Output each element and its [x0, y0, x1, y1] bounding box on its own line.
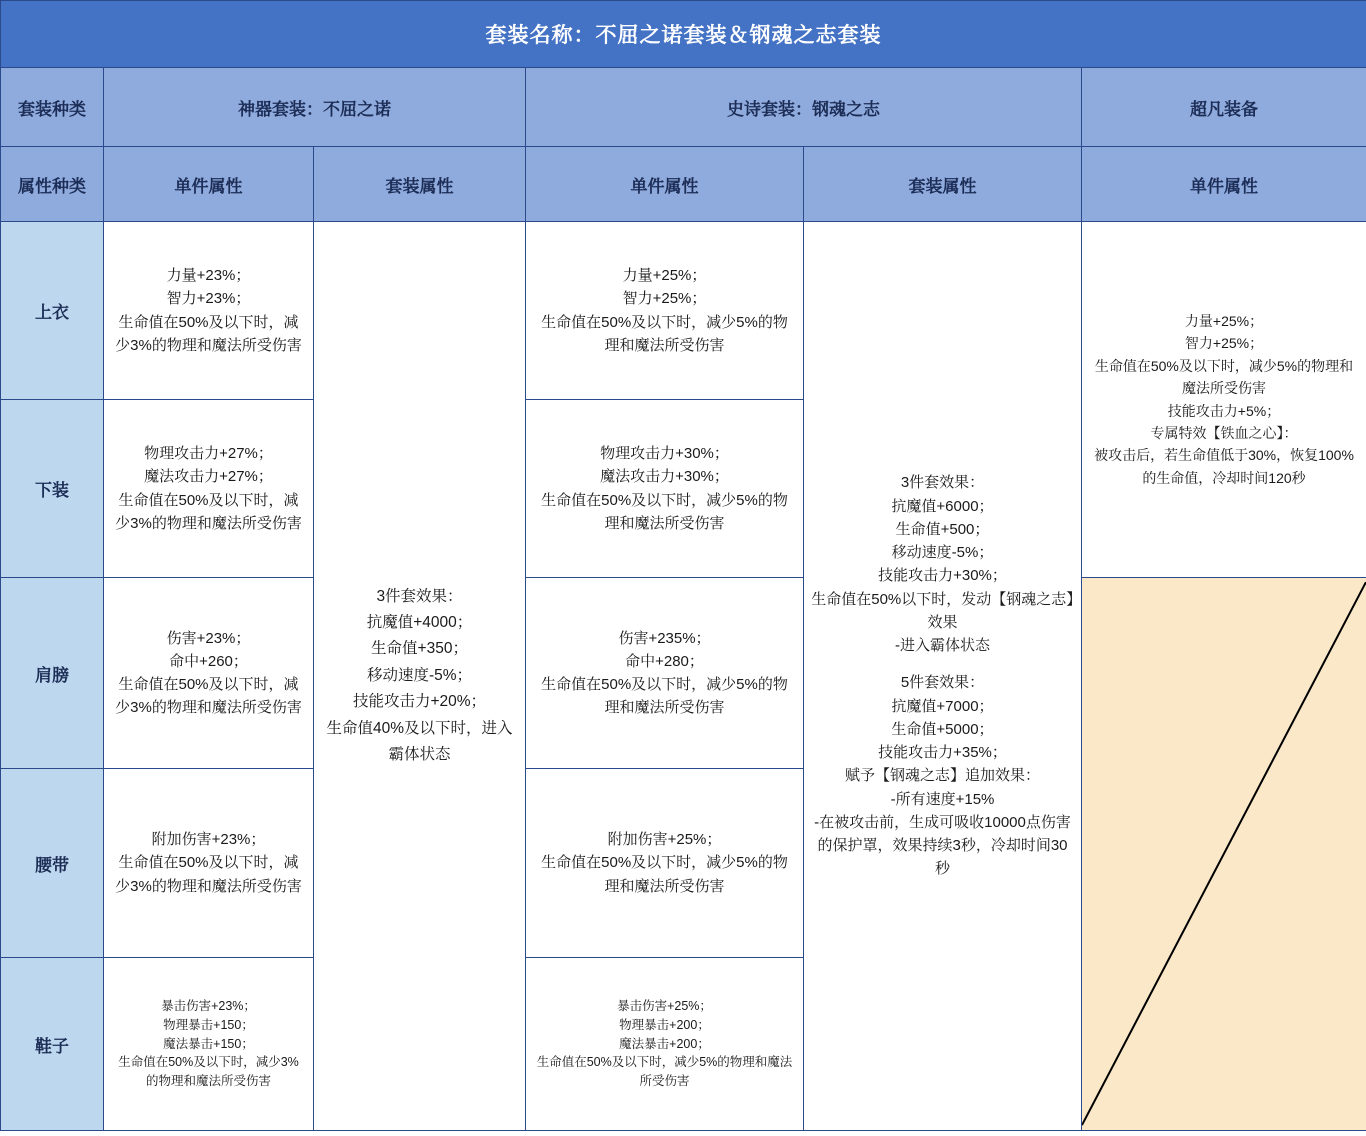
table-title-row — [1, 1, 1366, 68]
cell-artifact-single-belt: 附加伤害+23%； 生命值在50%及以下时，减少3%的物理和魔法所受伤害 — [104, 769, 314, 958]
cell-artifact-single-bottom: 物理攻击力+27%； 魔法攻击力+27%； 生命值在50%及以下时，减少3%的物理和魔法所受伤害 — [104, 400, 314, 578]
cell-artifact-set-bonus: 3件套效果： 抗魔值+4000； 生命值+350； 移动速度-5%； 技能攻击力+20%； 生命值40%及以下时，进入霸体状态 — [314, 222, 526, 1131]
cell-epic-single-shoes: 暴击伤害+25%； 物理暴击+200； 魔法暴击+200； 生命值在50%及以下时，减少5%的物理和魔法所受伤害 — [526, 958, 804, 1131]
header-attr-label: 属性种类 — [1, 147, 104, 222]
cell-epic-single-top: 力量+25%； 智力+25%； 生命值在50%及以下时，减少5%的物理和魔法所受伤害 — [526, 222, 804, 400]
header-sub-artifact-set: 套装属性 — [314, 147, 526, 222]
cell-empty-diagonal — [1082, 578, 1366, 1131]
cell-epic-single-bottom: 物理攻击力+30%； 魔法攻击力+30%； 生命值在50%及以下时，减少5%的物理和魔法所受伤害 — [526, 400, 804, 578]
header-category-label: 套装种类 — [1, 68, 104, 147]
header-sub-epic-set: 套装属性 — [804, 147, 1082, 222]
header-sub-extraordinary-single: 单件属性 — [1082, 147, 1366, 222]
group-header-row — [1, 68, 1366, 147]
table-row — [1, 578, 1366, 769]
cell-artifact-single-top: 力量+23%； 智力+23%； 生命值在50%及以下时，减少3%的物理和魔法所受伤害 — [104, 222, 314, 400]
header-sub-epic-single: 单件属性 — [526, 147, 804, 222]
cell-extraordinary-single: 力量+25%； 智力+25%； 生命值在50%及以下时，减少5%的物理和魔法所受伤害 技能攻击力+5%； 专属特效【铁血之心】： 被攻击后，若生命值低于30%，恢复100%的生命值，冷却时间120秒 — [1082, 222, 1366, 578]
header-group-epic: 史诗套装：钢魂之志 — [526, 68, 1082, 147]
page-title: 套装名称：不屈之诺套装＆钢魂之志套装 — [1, 1, 1366, 68]
header-sub-artifact-single: 单件属性 — [104, 147, 314, 222]
cell-epic-single-belt: 附加伤害+25%； 生命值在50%及以下时，减少5%的物理和魔法所受伤害 — [526, 769, 804, 958]
header-group-artifact: 神器套装：不屈之诺 — [104, 68, 526, 147]
cell-artifact-single-shoulder: 伤害+23%； 命中+260； 生命值在50%及以下时，减少3%的物理和魔法所受伤害 — [104, 578, 314, 769]
row-label-shoulder: 肩膀 — [1, 578, 104, 769]
cell-epic-single-shoulder: 伤害+235%； 命中+280； 生命值在50%及以下时，减少5%的物理和魔法所受伤害 — [526, 578, 804, 769]
row-label-top: 上衣 — [1, 222, 104, 400]
table-row — [1, 222, 1366, 400]
row-label-belt: 腰带 — [1, 769, 104, 958]
header-group-extraordinary: 超凡装备 — [1082, 68, 1366, 147]
diagonal-strike-icon — [1082, 582, 1366, 1125]
cell-artifact-single-shoes: 暴击伤害+23%； 物理暴击+150； 魔法暴击+150； 生命值在50%及以下时，减少3%的物理和魔法所受伤害 — [104, 958, 314, 1131]
cell-epic-set-bonus: 3件套效果： 抗魔值+6000； 生命值+500； 移动速度-5%； 技能攻击力+30%； 生命值在50%以下时，发动【钢魂之志】效果 -进入霸体状态 5件套效果： 抗魔值+7000； 生命值+5000； 技能攻击力+35%； 赋予【钢魂之志】追加效果： -所有速度+15% -在被攻击前，生成可吸收10000点伤害的保护罩，效果持续3秒，冷却时间30秒 — [804, 222, 1082, 1131]
subheader-row — [1, 147, 1366, 222]
row-label-bottom: 下装 — [1, 400, 104, 578]
row-label-shoes: 鞋子 — [1, 958, 104, 1131]
